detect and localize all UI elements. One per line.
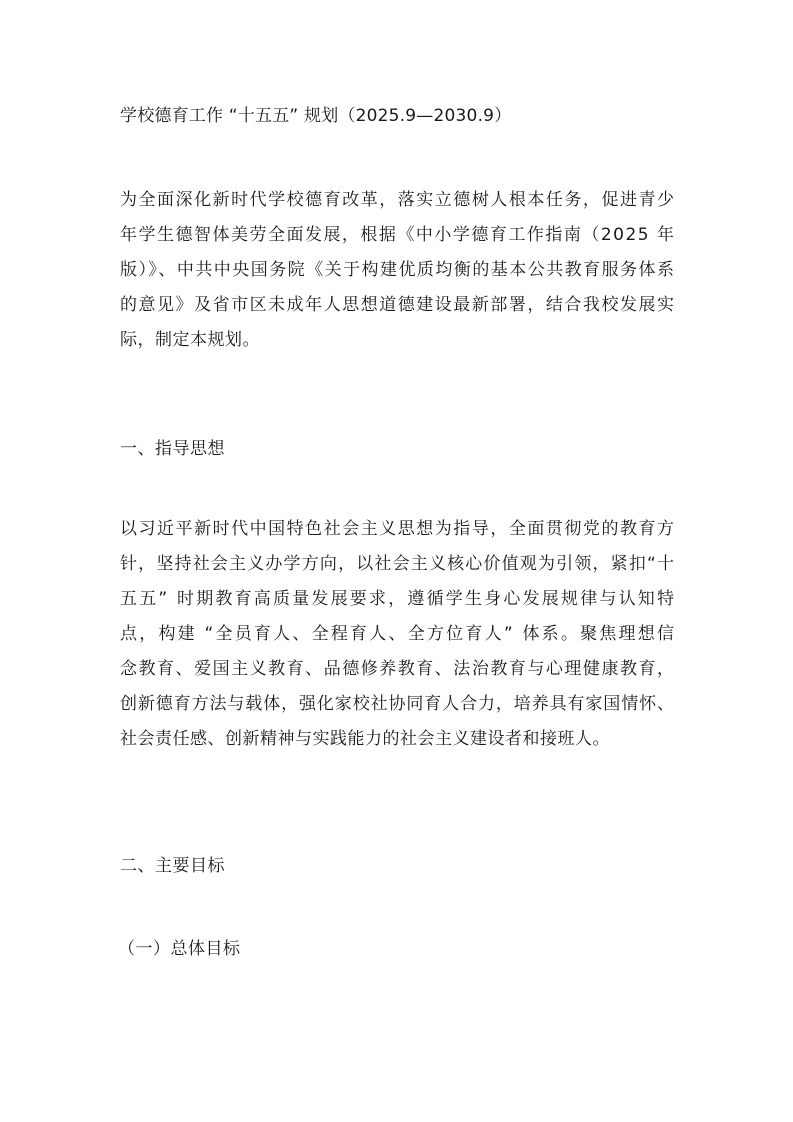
paragraph-line: 念教育、爱国主义教育、品德修养教育、法治教育与心理健康教育， [120, 659, 676, 679]
section-heading-guiding-ideology: 一、指导思想 [120, 439, 225, 459]
intro-line: 年学生德智体美劳全面发展，根据《中小学德育工作指南（2025 年 [120, 225, 676, 245]
intro-line: 版）》、中共中央国务院《关于构建优质均衡的基本公共教育服务体系 [120, 260, 676, 280]
paragraph-line: 点，构建 “全员育人、全程育人、全方位育人” 体系。聚焦理想信 [120, 624, 677, 644]
subsection-heading-overall-goal: （一）总体目标 [118, 939, 241, 959]
paragraph-line: 五五” 时期教育高质量发展要求，遵循学生身心发展规律与认知特 [120, 589, 677, 609]
intro-paragraph [120, 183, 674, 358]
intro-line: 的意见》及省市区未成年人思想道德建设最新部署，结合我校发展实 [120, 295, 676, 315]
paragraph-line: 以习近平新时代中国特色社会主义思想为指导，全面贯彻党的教育方 [120, 519, 676, 539]
paragraph-line: 针，坚持社会主义办学方向，以社会主义核心价值观为引领，紧扣“十 [120, 554, 676, 574]
document-title: 学校德育工作 “十五五” 规划（2025.9—2030.9） [120, 106, 512, 126]
guiding-ideology-paragraph [120, 512, 677, 757]
paragraph-line: 社会责任感、创新精神与实践能力的社会主义建设者和接班人。 [120, 729, 610, 749]
intro-line: 为全面深化新时代学校德育改革，落实立德树人根本任务，促进青少 [120, 190, 676, 210]
paragraph-line: 创新德育方法与载体，强化家校社协同育人合力，培养具有家国情怀、 [120, 694, 675, 714]
intro-line: 际，制定本规划。 [120, 330, 260, 350]
section-heading-main-goals: 二、主要目标 [120, 856, 225, 876]
